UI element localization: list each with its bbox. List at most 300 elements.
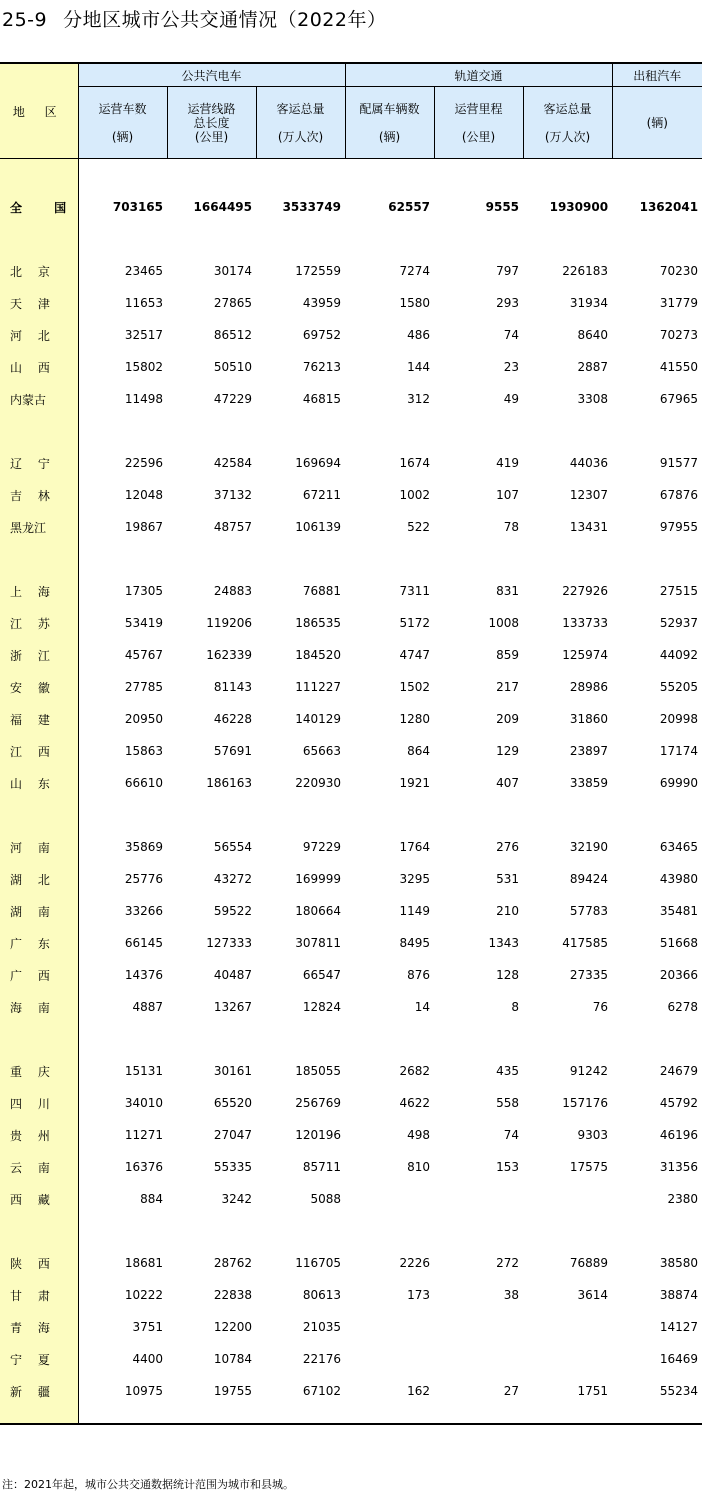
cell-value: 55205 — [659, 680, 699, 694]
table-row — [0, 287, 702, 319]
table-row — [0, 575, 702, 607]
cell-value: 28762 — [213, 1256, 252, 1270]
cell-value: 56554 — [213, 840, 252, 854]
cell-value: 27785 — [124, 680, 163, 694]
row-region: 湖 南 — [0, 895, 78, 927]
cell-value: 57691 — [213, 744, 252, 758]
table-row — [0, 319, 702, 351]
cell-value: 293 — [496, 296, 520, 310]
col-header-rail-mileage — [434, 87, 523, 159]
table-body — [0, 159, 702, 1425]
cell-value: 22838 — [213, 1288, 252, 1302]
cell-value: 276 — [496, 840, 520, 854]
cell-value: 119206 — [206, 616, 252, 630]
row-region: 广 西 — [0, 959, 78, 991]
cell-value: 28986 — [569, 680, 609, 694]
row-region: 重 庆 — [0, 1055, 78, 1087]
table-row — [0, 671, 702, 703]
cell-value: 67965 — [659, 392, 699, 406]
cell-value: 27335 — [569, 968, 609, 982]
cell-value: 10975 — [124, 1384, 163, 1398]
table-row — [0, 1343, 702, 1375]
table-row — [0, 1151, 702, 1183]
cell-value: 17575 — [569, 1160, 609, 1174]
cell-value: 1280 — [399, 712, 431, 726]
bottom-rule-row — [0, 1407, 702, 1424]
cell-value: 70230 — [659, 264, 699, 278]
table-row — [0, 607, 702, 639]
spacer-row — [0, 799, 702, 831]
cell-value: 307811 — [295, 936, 342, 950]
region-header: 地 区 — [0, 63, 78, 159]
cell-value — [434, 1183, 523, 1215]
cell-value: 15802 — [124, 360, 163, 374]
cell-value: 9555 — [485, 200, 520, 214]
cell-value: 127333 — [206, 936, 252, 950]
footnote: 注：2021年起，城市公共交通数据统计范围为城市和县城。 — [2, 1478, 294, 1491]
col-header-line1: 运营车数 — [98, 101, 147, 116]
cell-value: 80613 — [302, 1288, 342, 1302]
cell-value: 831 — [496, 584, 520, 598]
col-header-unit: (辆) — [646, 115, 668, 130]
cell-value: 186163 — [206, 776, 252, 790]
cell-value: 38 — [503, 1288, 520, 1302]
cell-value: 486 — [407, 328, 431, 342]
row-region: 西 藏 — [0, 1183, 78, 1215]
cell-value: 42584 — [213, 456, 252, 470]
col-header-unit: (万人次) — [277, 129, 324, 144]
cell-value: 11498 — [124, 392, 163, 406]
col-header-rail-vehicles — [345, 87, 434, 159]
cell-value: 10222 — [124, 1288, 163, 1302]
table-row — [0, 863, 702, 895]
cell-value: 3751 — [132, 1320, 163, 1334]
transport-table — [0, 62, 702, 1425]
row-region: 吉 林 — [0, 479, 78, 511]
cell-value: 184520 — [295, 648, 342, 662]
cell-value — [345, 1343, 434, 1375]
cell-value: 227926 — [562, 584, 609, 598]
cell-value: 12824 — [302, 1000, 342, 1014]
cell-value: 859 — [496, 648, 520, 662]
cell-value: 226183 — [562, 264, 609, 278]
cell-value: 40487 — [213, 968, 252, 982]
cell-value: 558 — [496, 1096, 520, 1110]
spacer-row — [0, 159, 702, 192]
cell-value: 16469 — [659, 1352, 699, 1366]
table-row — [0, 511, 702, 543]
cell-value: 3295 — [399, 872, 431, 886]
cell-value: 15863 — [124, 744, 163, 758]
cell-value: 13267 — [213, 1000, 252, 1014]
row-region: 全 国 — [0, 191, 78, 223]
cell-value: 522 — [407, 520, 431, 534]
cell-value: 62557 — [388, 200, 431, 214]
cell-value: 23897 — [569, 744, 609, 758]
cell-value: 41550 — [659, 360, 699, 374]
cell-value: 9303 — [577, 1128, 609, 1142]
cell-value: 129 — [496, 744, 520, 758]
cell-value: 69990 — [659, 776, 699, 790]
cell-value: 46228 — [213, 712, 252, 726]
table-row — [0, 991, 702, 1023]
cell-value: 35481 — [659, 904, 699, 918]
col-header-line1: 客运总量 — [543, 101, 592, 116]
cell-value: 1664495 — [193, 200, 252, 214]
cell-value: 172559 — [295, 264, 342, 278]
cell-value: 4400 — [132, 1352, 163, 1366]
cell-value: 884 — [140, 1192, 163, 1206]
cell-value: 31934 — [569, 296, 609, 310]
row-region: 浙 江 — [0, 639, 78, 671]
col-header-taxi-vehicles — [612, 87, 702, 159]
col-header-unit: (公里) — [194, 129, 229, 144]
col-header-line1: 运营线路 — [187, 101, 236, 116]
cell-value: 33266 — [124, 904, 163, 918]
cell-value: 312 — [407, 392, 431, 406]
cell-value: 53419 — [124, 616, 163, 630]
cell-value: 27865 — [213, 296, 252, 310]
table-row — [0, 767, 702, 799]
cell-value: 37132 — [213, 488, 252, 502]
cell-value: 27 — [503, 1384, 520, 1398]
cell-value: 15131 — [124, 1064, 163, 1078]
row-region: 辽 宁 — [0, 447, 78, 479]
cell-value: 91242 — [569, 1064, 609, 1078]
cell-value: 157176 — [562, 1096, 609, 1110]
cell-value: 67102 — [302, 1384, 342, 1398]
cell-value: 11653 — [124, 296, 163, 310]
cell-value: 140129 — [295, 712, 342, 726]
cell-value — [434, 1343, 523, 1375]
spacer-row — [0, 1215, 702, 1247]
cell-value: 31356 — [659, 1160, 699, 1174]
cell-value: 107 — [496, 488, 520, 502]
cell-value: 33859 — [569, 776, 609, 790]
cell-value: 59522 — [213, 904, 252, 918]
cell-value: 419 — [496, 456, 520, 470]
table-row — [0, 383, 702, 415]
cell-value: 12200 — [213, 1320, 252, 1334]
cell-value: 162339 — [206, 648, 252, 662]
cell-value: 76213 — [302, 360, 342, 374]
cell-value: 12048 — [124, 488, 163, 502]
cell-value: 1502 — [399, 680, 431, 694]
cell-value: 220930 — [295, 776, 342, 790]
cell-value: 2226 — [399, 1256, 431, 1270]
cell-value: 22596 — [124, 456, 163, 470]
cell-value: 128 — [496, 968, 520, 982]
cell-value: 66547 — [302, 968, 342, 982]
row-region: 宁 夏 — [0, 1343, 78, 1375]
cell-value: 78 — [503, 520, 520, 534]
cell-value: 85711 — [302, 1160, 342, 1174]
row-region: 海 南 — [0, 991, 78, 1023]
row-region: 广 东 — [0, 927, 78, 959]
cell-value: 5088 — [310, 1192, 342, 1206]
cell-value: 169999 — [295, 872, 342, 886]
cell-value: 7311 — [399, 584, 431, 598]
row-region: 天 津 — [0, 287, 78, 319]
cell-value: 4622 — [399, 1096, 431, 1110]
row-region: 福 建 — [0, 703, 78, 735]
cell-value: 70273 — [659, 328, 699, 342]
cell-value: 44092 — [659, 648, 699, 662]
cell-value: 97229 — [302, 840, 342, 854]
cell-value: 1362041 — [639, 200, 699, 214]
table-row — [0, 735, 702, 767]
col-header-line1: 运营里程 — [454, 101, 503, 116]
cell-value: 86512 — [213, 328, 252, 342]
cell-value: 65520 — [213, 1096, 252, 1110]
cell-value: 3242 — [221, 1192, 252, 1206]
col-header-bus-route-length — [167, 87, 256, 159]
col-header-rail-passengers — [523, 87, 612, 159]
cell-value: 185055 — [295, 1064, 342, 1078]
cell-value: 27047 — [213, 1128, 252, 1142]
cell-value: 2682 — [399, 1064, 431, 1078]
cell-value: 111227 — [295, 680, 342, 694]
col-header-bus-vehicles — [78, 87, 167, 159]
cell-value: 30174 — [213, 264, 252, 278]
table-row — [0, 1375, 702, 1407]
row-region: 黑龙江 — [0, 511, 78, 543]
table-number: 25-9 — [2, 9, 48, 31]
cell-value: 4747 — [399, 648, 431, 662]
cell-value: 797 — [496, 264, 520, 278]
col-header-line2: 总长度 — [193, 115, 230, 130]
cell-value: 66145 — [124, 936, 163, 950]
table-row — [0, 479, 702, 511]
cell-value: 38874 — [659, 1288, 699, 1302]
cell-value: 45792 — [659, 1096, 699, 1110]
cell-value — [345, 1311, 434, 1343]
cell-value: 1751 — [577, 1384, 609, 1398]
cell-value: 76889 — [569, 1256, 609, 1270]
cell-value: 272 — [496, 1256, 520, 1270]
cell-value: 24679 — [659, 1064, 699, 1078]
cell-value: 30161 — [213, 1064, 252, 1078]
cell-value: 67876 — [659, 488, 699, 502]
cell-value: 91577 — [659, 456, 699, 470]
cell-value: 44036 — [569, 456, 609, 470]
cell-value: 153 — [496, 1160, 520, 1174]
cell-value: 133733 — [562, 616, 609, 630]
cell-value: 13431 — [569, 520, 609, 534]
cell-value: 46196 — [659, 1128, 699, 1142]
cell-value: 209 — [496, 712, 520, 726]
cell-value — [523, 1343, 612, 1375]
cell-value: 12307 — [569, 488, 609, 502]
row-region: 新 疆 — [0, 1375, 78, 1407]
cell-value: 31779 — [659, 296, 699, 310]
cell-value: 144 — [407, 360, 431, 374]
col-header-line1: 配属车辆数 — [359, 101, 420, 116]
cell-value: 17174 — [659, 744, 699, 758]
cell-value: 3533749 — [282, 200, 342, 214]
cell-value: 173 — [407, 1288, 431, 1302]
cell-value: 1930900 — [549, 200, 609, 214]
cell-value: 27515 — [659, 584, 699, 598]
cell-value: 25776 — [124, 872, 163, 886]
cell-value: 703165 — [112, 200, 163, 214]
cell-value: 63465 — [659, 840, 699, 854]
cell-value: 1002 — [399, 488, 431, 502]
cell-value: 89424 — [569, 872, 609, 886]
table-row — [0, 1183, 702, 1215]
row-region: 四 川 — [0, 1087, 78, 1119]
cell-value: 20366 — [659, 968, 699, 982]
rail-group-header: 轨道交通 — [345, 63, 612, 87]
row-region: 安 徽 — [0, 671, 78, 703]
cell-value — [523, 1183, 612, 1215]
table-row — [0, 1055, 702, 1087]
cell-value: 120196 — [295, 1128, 342, 1142]
cell-value: 50510 — [213, 360, 252, 374]
cell-value: 55234 — [659, 1384, 699, 1398]
cell-value: 1343 — [488, 936, 520, 950]
cell-value: 14 — [414, 1000, 431, 1014]
col-header-unit: (辆) — [378, 129, 401, 144]
cell-value: 876 — [407, 968, 431, 982]
spacer-row — [0, 1023, 702, 1055]
cell-value — [523, 1311, 612, 1343]
cell-value: 256769 — [295, 1096, 342, 1110]
cell-value: 6278 — [667, 1000, 699, 1014]
cell-value: 38580 — [659, 1256, 699, 1270]
cell-value: 23465 — [124, 264, 163, 278]
row-region: 甘 肃 — [0, 1279, 78, 1311]
row-region: 青 海 — [0, 1311, 78, 1343]
col-header-bus-passengers — [256, 87, 345, 159]
cell-value: 1008 — [488, 616, 520, 630]
spacer-row — [0, 415, 702, 447]
cell-value: 864 — [407, 744, 431, 758]
table-row — [0, 959, 702, 991]
cell-value: 10784 — [213, 1352, 252, 1366]
row-region: 北 京 — [0, 255, 78, 287]
table-row — [0, 351, 702, 383]
cell-value — [434, 1311, 523, 1343]
row-region: 江 西 — [0, 735, 78, 767]
cell-value: 3614 — [577, 1288, 609, 1302]
cell-value: 51668 — [659, 936, 699, 950]
cell-value: 435 — [496, 1064, 520, 1078]
cell-value: 1674 — [399, 456, 431, 470]
cell-value: 52937 — [659, 616, 699, 630]
cell-value: 3308 — [577, 392, 609, 406]
cell-value: 55335 — [213, 1160, 252, 1174]
cell-value: 67211 — [302, 488, 342, 502]
col-header-unit: (辆) — [111, 129, 134, 144]
cell-value: 498 — [407, 1128, 431, 1142]
table-row — [0, 1311, 702, 1343]
cell-value: 125974 — [562, 648, 609, 662]
cell-value: 81143 — [213, 680, 252, 694]
cell-value: 18681 — [124, 1256, 163, 1270]
cell-value: 74 — [503, 1128, 520, 1142]
cell-value: 76 — [592, 1000, 609, 1014]
cell-value: 8495 — [399, 936, 431, 950]
table-row — [0, 447, 702, 479]
cell-value: 8640 — [577, 328, 609, 342]
cell-value: 1764 — [399, 840, 431, 854]
spacer-row — [0, 223, 702, 255]
cell-value: 48757 — [213, 520, 252, 534]
cell-value: 46815 — [302, 392, 342, 406]
table-row — [0, 703, 702, 735]
cell-value: 97955 — [659, 520, 699, 534]
cell-value: 407 — [496, 776, 520, 790]
col-header-unit: (公里) — [461, 129, 496, 144]
cell-value: 21035 — [302, 1320, 342, 1334]
row-region: 山 东 — [0, 767, 78, 799]
cell-value: 417585 — [562, 936, 609, 950]
table-row — [0, 831, 702, 863]
cell-value: 69752 — [302, 328, 342, 342]
cell-value: 169694 — [295, 456, 342, 470]
cell-value: 210 — [496, 904, 520, 918]
table-row — [0, 1119, 702, 1151]
cell-value: 14376 — [124, 968, 163, 982]
cell-value: 32190 — [569, 840, 609, 854]
cell-value: 116705 — [295, 1256, 342, 1270]
row-region: 云 南 — [0, 1151, 78, 1183]
table-title: 分地区城市公共交通情况（2022年） — [63, 9, 387, 31]
cell-value: 11271 — [124, 1128, 163, 1142]
cell-value: 186535 — [295, 616, 342, 630]
cell-value: 2887 — [577, 360, 609, 374]
cell-value: 20950 — [124, 712, 163, 726]
row-region: 上 海 — [0, 575, 78, 607]
bus-group-header: 公共汽电车 — [78, 63, 345, 87]
cell-value: 43980 — [659, 872, 699, 886]
cell-value — [345, 1183, 434, 1215]
row-region: 贵 州 — [0, 1119, 78, 1151]
cell-value: 22176 — [302, 1352, 342, 1366]
table-row — [0, 639, 702, 671]
page-title — [2, 6, 386, 34]
row-region: 内蒙古 — [0, 383, 78, 415]
taxi-group-header: 出租汽车 — [612, 63, 702, 87]
cell-value: 47229 — [213, 392, 252, 406]
cell-value: 1921 — [399, 776, 431, 790]
cell-value: 1149 — [399, 904, 431, 918]
cell-value: 810 — [407, 1160, 431, 1174]
row-region: 河 北 — [0, 319, 78, 351]
table-row — [0, 1247, 702, 1279]
cell-value: 45767 — [124, 648, 163, 662]
table-row — [0, 255, 702, 287]
cell-value: 24883 — [213, 584, 252, 598]
row-region: 河 南 — [0, 831, 78, 863]
cell-value: 17305 — [124, 584, 163, 598]
cell-value: 32517 — [124, 328, 163, 342]
col-header-unit: (万人次) — [544, 129, 591, 144]
cell-value: 49 — [503, 392, 520, 406]
row-region: 山 西 — [0, 351, 78, 383]
cell-value: 66610 — [124, 776, 163, 790]
cell-value: 1580 — [399, 296, 431, 310]
cell-value: 20998 — [659, 712, 699, 726]
table-row — [0, 1279, 702, 1311]
cell-value: 180664 — [295, 904, 342, 918]
table-header — [0, 63, 702, 159]
cell-value: 57783 — [569, 904, 609, 918]
cell-value: 19755 — [213, 1384, 252, 1398]
cell-value: 65663 — [302, 744, 342, 758]
cell-value: 31860 — [569, 712, 609, 726]
